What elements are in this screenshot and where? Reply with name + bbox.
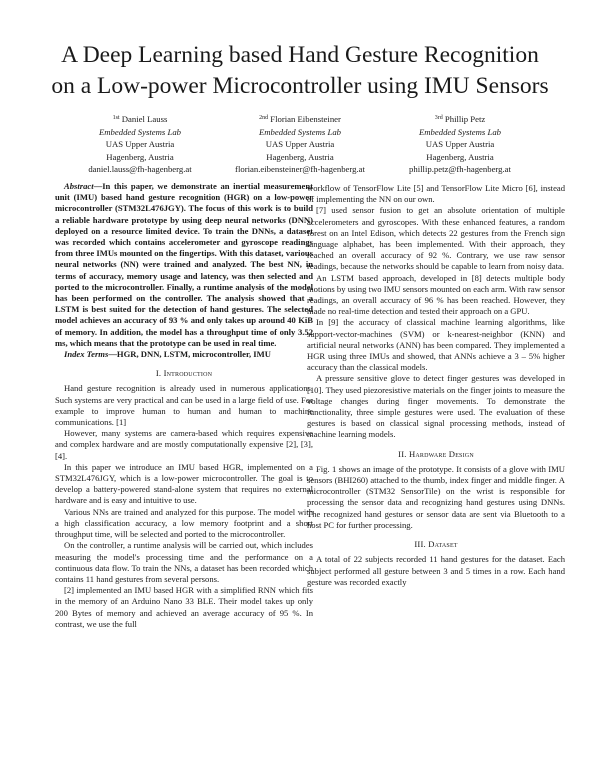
paper-title-line-1: A Deep Learning based Hand Gesture Recognition bbox=[61, 42, 539, 68]
abstract bbox=[55, 181, 313, 349]
paragraph: A pressure sensitive glove to detect finger gestures was developed in [10]. They used piezoresistive materials on the finger joints to measure the voltage changes during finger movements. To demonstrate the functionality, three simple gestures were used. The evaluation of these gestures is based on classical signal processing methods, instead of machine learning models. bbox=[307, 373, 565, 440]
author-email[interactable]: phillip.petz@fh-hagenberg.at bbox=[409, 164, 511, 175]
index-terms-label: Index Terms bbox=[64, 349, 109, 360]
paragraph: In this paper we introduce an IMU based HGR, implemented on a STM32L476JGY, which is a low-power microcontroller. The goal is to develop a battery-powered stand-alone system that requires no external hardware and is easy and intuitive to use. bbox=[55, 461, 313, 506]
author-email[interactable]: florian.eibensteiner@fh-hagenberg.at bbox=[235, 164, 365, 175]
author-ordinal: 2nd bbox=[259, 115, 269, 121]
author-name: Phillip Petz bbox=[444, 114, 486, 124]
section-heading-hardware-design: II. Hardware Design bbox=[398, 448, 474, 459]
paragraph: However, many systems are camera-based which requires expensive and complex hardware and are mostly computationally expensive [2], [3], [4]. bbox=[55, 428, 313, 461]
paragraph: On the controller, a runtime analysis will be carried out, which includes measuring the model's processing time and the performance on a continuous data flow. To train the NNs, a dataset has been recorded which contains 11 hand gestures from several persons. bbox=[55, 540, 313, 584]
author-ordinal: 1st bbox=[112, 115, 120, 121]
author-organization: UAS Upper Austria bbox=[265, 139, 335, 150]
author-city: Hagenberg, Austria bbox=[106, 151, 174, 162]
index-terms-text: —HGR, DNN, LSTM, microcontroller, IMU bbox=[108, 349, 271, 360]
index-terms bbox=[55, 349, 313, 360]
paragraph: Fig. 1 shows an image of the prototype. It consists of a glove with IMU sensors (BHI260) attached to the thumb, index finger and middle finger. A microcontroller (STM32 SensorTile) on the wrist is responsible for processing the sensor data and recognizing hand gestures using DNNs. The recognized hand gestures or sensor data are sent via Bluetooth to a host PC for further processing. bbox=[307, 463, 565, 530]
author-affiliation: Embedded Systems Lab bbox=[418, 126, 502, 137]
paragraph: [2] implemented an IMU based HGR with a simplified RNN which fits in the memory of an Arduino Nano 33 BLE. Their model takes up only 200 Bytes of memory and achieved an average accuracy of 95 %. In contrast, we use the full bbox=[55, 585, 313, 629]
abstract-text: —In this paper, we demonstrate an inertial measurement unit (IMU) based hand gesture recognition (HGR) on a low-power microcontroller (STM32L476JGY). The focus of this work is to build a reliable hardware prototype by using deep neural networks (DNN) deployed on a resource limited device. To train the DNNs, a dataset was recorded which contains accelerometer and gyroscope readings from three IMUs mounted on the fingertips. With this dataset, various neural networks (NN) were trained and analyzed. The best NN, in terms of accuracy, memory usage and latency, was then selected and ported to the microcontroller. Finally, a runtime analysis of the model has been performed on the controller. The analysis showed that a LSTM is best suited for the detection of hand gestures. The selected model achieves an accuracy of 93 % and only takes up around 40 KiB of memory. In addition, the model has a throughput time of only 3.52 ms, which means that the prototype can be used in real time. bbox=[55, 181, 313, 348]
left-column bbox=[55, 181, 313, 630]
author-ordinal: 3rd bbox=[434, 115, 443, 121]
paragraph: Hand gesture recognition is already used in numerous applications. Such systems are very practical and can be used in a large field of use. For example to improve human to human and human to machine communications. [1] bbox=[55, 383, 313, 428]
paragraph: [7] used sensor fusion to get an absolute orientation of multiple accelerometers and gyroscopes. With these enhanced features, a random forest on an Intel Edison, which detects 22 gestures from the French sign language alphabet, has been implemented. With their approach, they reached an overall accuracy of 92 %. Contrary, we use raw sensor readings, because the networks should be capable to learn from noisy data. bbox=[307, 205, 565, 272]
author-affiliation: Embedded Systems Lab bbox=[98, 126, 182, 137]
paragraph: An LSTM based approach, developed in [8] detects multiple body motions by using two IMU sensors mounted on each arm. With raw sensor readings, an overall accuracy of 96 % has been reached. However, they made no real-time detection and tested their approach on a GPU. bbox=[307, 272, 565, 317]
author-name: Florian Eibensteiner bbox=[270, 114, 341, 124]
author-city: Hagenberg, Austria bbox=[426, 151, 494, 162]
author-city: Hagenberg, Austria bbox=[266, 151, 334, 162]
right-column bbox=[307, 183, 565, 588]
author-block-3 bbox=[365, 113, 555, 176]
section-heading-introduction: I. Introduction bbox=[155, 368, 213, 379]
author-affiliation: Embedded Systems Lab bbox=[258, 126, 342, 137]
paragraph: A total of 22 subjects recorded 11 hand gestures for the dataset. Each subject performed all gesture between 3 and 5 times in a row. Each hand gesture was recorded exactly bbox=[307, 554, 565, 587]
author-name: Daniel Lauss bbox=[121, 114, 168, 124]
abstract-label: Abstract bbox=[64, 181, 94, 191]
paragraph: In [9] the accuracy of classical machine learning algorithms, like support-vector-machines (SVM) or k-nearest-neighbor (KNN) and artificial neural networks (ANN) has been compared. They implemented a HGR using three IMUs and showed, that ANNs achieve a 3 – 5% higher accuracy than the classical models. bbox=[307, 317, 565, 373]
paragraph: workflow of TensorFlow Lite [5] and TensorFlow Lite Micro [6], instead of implementing the NN on our own. bbox=[307, 183, 565, 205]
section-heading-dataset: III. Dataset bbox=[414, 539, 458, 550]
author-organization: UAS Upper Austria bbox=[425, 139, 495, 150]
author-organization: UAS Upper Austria bbox=[105, 139, 175, 150]
author-email[interactable]: daniel.lauss@fh-hagenberg.at bbox=[88, 164, 192, 175]
paper-title-line-2: on a Low-power Microcontroller using IMU Sensors bbox=[51, 73, 549, 99]
paragraph: Various NNs are trained and analyzed for this purpose. The model with a high classification accuracy, a low memory footprint and a short throughput time, will be selected and ported to the microcontroller. bbox=[55, 506, 313, 540]
